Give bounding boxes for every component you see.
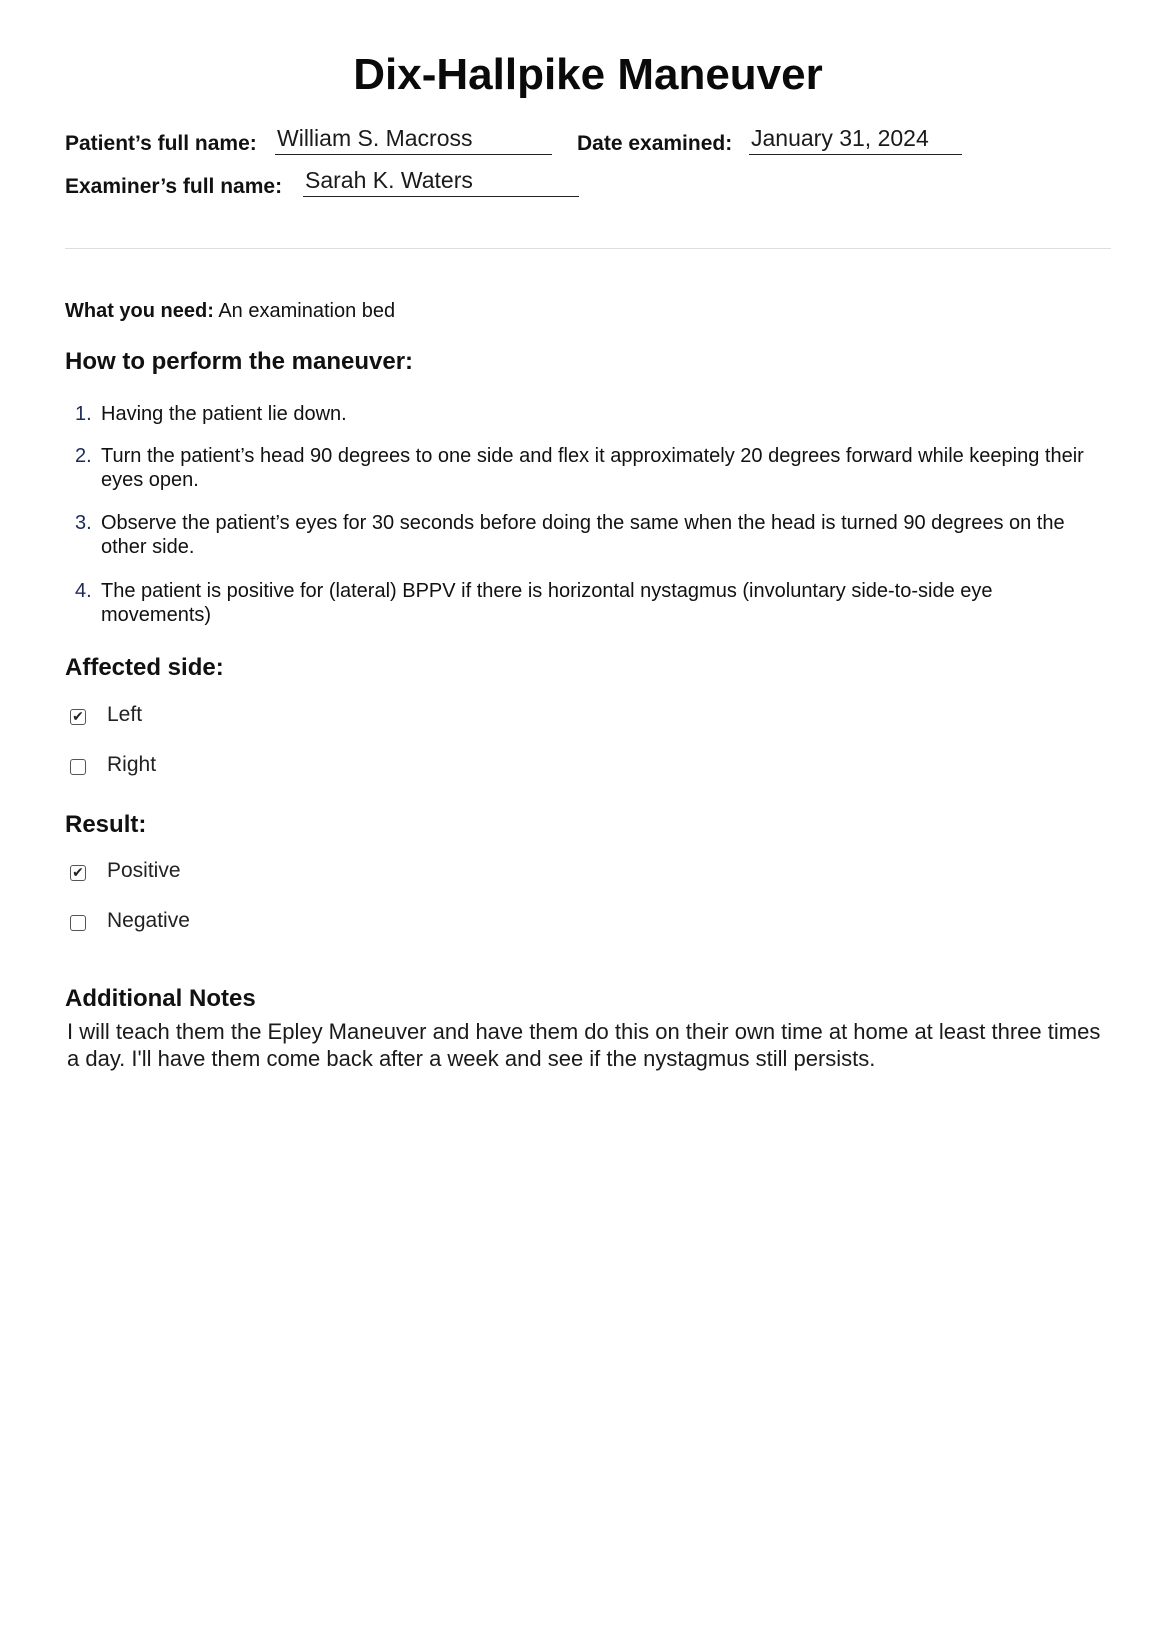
step-text: Observe the patient’s eyes for 30 seconds before doing the same when the head is turned 90 degrees on the other side. — [101, 512, 1065, 558]
examiner-name-field[interactable]: Sarah K. Waters — [303, 166, 579, 197]
result-heading: Result: — [65, 811, 147, 838]
examiner-name-label: Examiner’s full name: — [65, 175, 283, 198]
step-item — [65, 579, 1095, 627]
checkbox-label: Positive — [107, 859, 181, 882]
checkbox-label: Left — [107, 703, 143, 726]
checkbox-icon[interactable] — [70, 915, 86, 931]
checkbox-icon[interactable]: ✔ — [70, 865, 86, 881]
checkbox-icon[interactable]: ✔ — [70, 709, 86, 725]
additional-notes-heading: Additional Notes — [65, 985, 256, 1012]
page-title: Dix-Hallpike Maneuver — [353, 50, 823, 99]
step-item — [65, 511, 1095, 559]
patient-name-field[interactable]: William S. Macross — [275, 124, 552, 155]
what-you-need-value: An examination bed — [218, 300, 396, 322]
checkbox-label: Negative — [107, 909, 190, 932]
what-you-need-label: What you need: — [65, 300, 214, 322]
additional-notes-text: I will teach them the Epley Maneuver and have them do this on their own time at home at least three times a day. I'll have them come back after a week and see if the nystagmus still persists. — [67, 1019, 1101, 1071]
patient-name-label: Patient’s full name: — [65, 132, 257, 155]
date-examined-field[interactable]: January 31, 2024 — [749, 124, 962, 155]
affected-side-heading: Affected side: — [65, 654, 224, 681]
checkbox-label: Right — [107, 753, 157, 776]
step-item — [65, 444, 1095, 492]
step-text: Having the patient lie down. — [101, 403, 347, 425]
step-item — [65, 402, 1095, 426]
date-examined-label: Date examined: — [577, 132, 733, 155]
procedure-heading: How to perform the maneuver: — [65, 348, 414, 375]
procedure-steps — [65, 402, 1095, 627]
step-number: 1. — [75, 403, 92, 425]
step-number: 4. — [75, 580, 92, 602]
step-text: The patient is positive for (lateral) BPPV if there is horizontal nystagmus (involuntary side-to-side eye movements) — [101, 580, 993, 626]
section-divider — [65, 248, 1111, 249]
step-text: Turn the patient’s head 90 degrees to one side and flex it approximately 20 degrees forward while keeping their eyes open. — [101, 445, 1084, 491]
step-number: 3. — [75, 512, 92, 534]
checkbox-icon[interactable] — [70, 759, 86, 775]
what-you-need — [65, 300, 395, 323]
step-number: 2. — [75, 445, 92, 467]
